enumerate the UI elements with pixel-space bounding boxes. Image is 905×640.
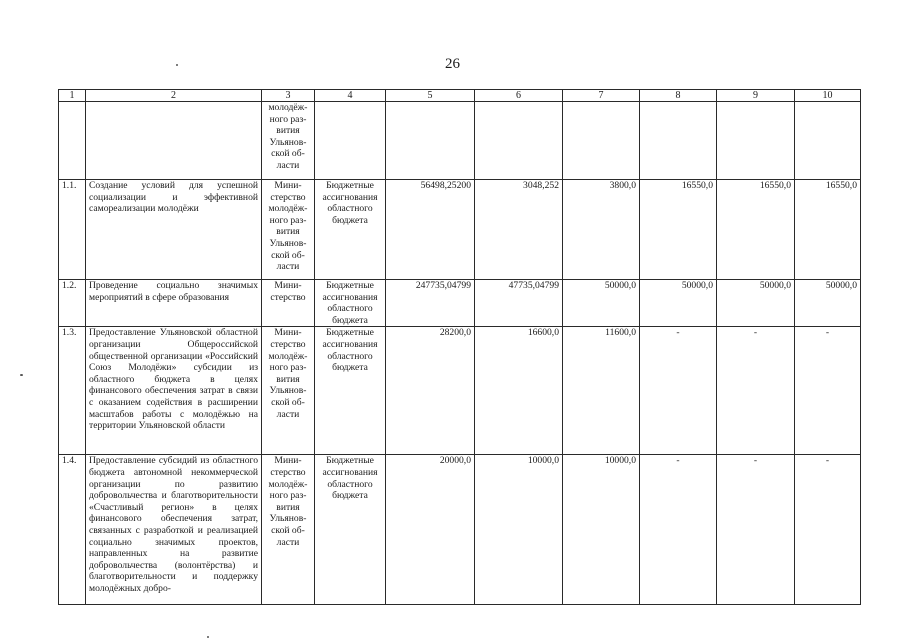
amount-col-9: 16550,0 [717,180,795,280]
amount-col-8: 16550,0 [640,180,717,280]
amount-col-8: - [640,327,717,455]
table-row [59,280,861,327]
column-header-7: 7 [563,90,640,102]
executor: Мини- стерство молодёж- ного раз- вития Ульянов- ской об- ласти [262,327,315,455]
executor: молодёж- ного раз- вития Ульянов- ской об- ласти [262,102,315,180]
event-name: Проведение социально значимых мероприятий в сфере образования [86,280,262,327]
amount-col-7: 50000,0 [563,280,640,327]
event-name: Предоставление субсидий из областного бюджета автономной некоммерческой организации по развитию добровольчества и благотворительности «Счастливый регион» в целях финансового обеспечения затрат, связанных с разработкой и реализацией социально значимых проектов, направленных на развитие добровольчества (волонтёрства) и благотворительности и поддержку молодёжных добро- [86,455,262,605]
amount-col-9 [717,102,795,180]
scan-speck [207,636,209,638]
page-number: 26 [445,56,460,72]
amount-col-7 [563,102,640,180]
scan-speck [20,374,23,376]
amount-col-6: 10000,0 [475,455,563,605]
scan-speck [176,64,178,66]
amount-col-5: 247735,04799 [386,280,475,327]
event-name [86,102,262,180]
column-header-5: 5 [386,90,475,102]
executor: Мини- стерство [262,280,315,327]
executor: Мини- стерство молодёж- ного раз- вития Ульянов- ской об- ласти [262,455,315,605]
amount-col-6: 3048,252 [475,180,563,280]
executor: Мини- стерство молодёж- ного раз- вития Ульянов- ской об- ласти [262,180,315,280]
amount-col-9: - [717,327,795,455]
funding-source: Бюджетные ассигнования областного бюджета [315,180,386,280]
amount-col-10: - [795,327,861,455]
amount-col-10 [795,102,861,180]
amount-col-8: 50000,0 [640,280,717,327]
funding-source: Бюджетные ассигнования областного бюджета [315,455,386,605]
amount-col-5 [386,102,475,180]
amount-col-6: 16600,0 [475,327,563,455]
row-number: 1.4. [59,455,86,605]
row-number: 1.1. [59,180,86,280]
row-number: 1.2. [59,280,86,327]
table-row [59,455,861,605]
budget-table [58,89,861,605]
amount-col-5: 28200,0 [386,327,475,455]
column-header-6: 6 [475,90,563,102]
amount-col-7: 3800,0 [563,180,640,280]
funding-source: Бюджетные ассигнования областного бюджета [315,327,386,455]
table-row [59,180,861,280]
amount-col-7: 11600,0 [563,327,640,455]
amount-col-10: 16550,0 [795,180,861,280]
row-number [59,102,86,180]
amount-col-10: 50000,0 [795,280,861,327]
column-header-4: 4 [315,90,386,102]
row-number: 1.3. [59,327,86,455]
amount-col-9: - [717,455,795,605]
amount-col-8 [640,102,717,180]
amount-col-5: 56498,25200 [386,180,475,280]
amount-col-6 [475,102,563,180]
table-row [59,102,861,180]
table-row [59,327,861,455]
table-header [59,90,861,102]
amount-col-9: 50000,0 [717,280,795,327]
amount-col-7: 10000,0 [563,455,640,605]
header-row [59,90,861,102]
table-body [59,102,861,605]
column-header-3: 3 [262,90,315,102]
column-header-10: 10 [795,90,861,102]
column-header-9: 9 [717,90,795,102]
amount-col-10: - [795,455,861,605]
funding-source [315,102,386,180]
amount-col-5: 20000,0 [386,455,475,605]
amount-col-6: 47735,04799 [475,280,563,327]
event-name: Предоставление Ульяновской областной организации Общероссийской общественной организации «Российский Союз Молодёжи» субсидии из областного бюджета в целях финансового обеспечения затрат в связи с оказанием содействия в расширении масштабов работы с молодёжью на территории Ульяновской области [86,327,262,455]
event-name: Создание условий для успешной социализации и эффективной самореализации молодёжи [86,180,262,280]
column-header-1: 1 [59,90,86,102]
column-header-8: 8 [640,90,717,102]
amount-col-8: - [640,455,717,605]
funding-source: Бюджетные ассигнования областного бюджета [315,280,386,327]
column-header-2: 2 [86,90,262,102]
